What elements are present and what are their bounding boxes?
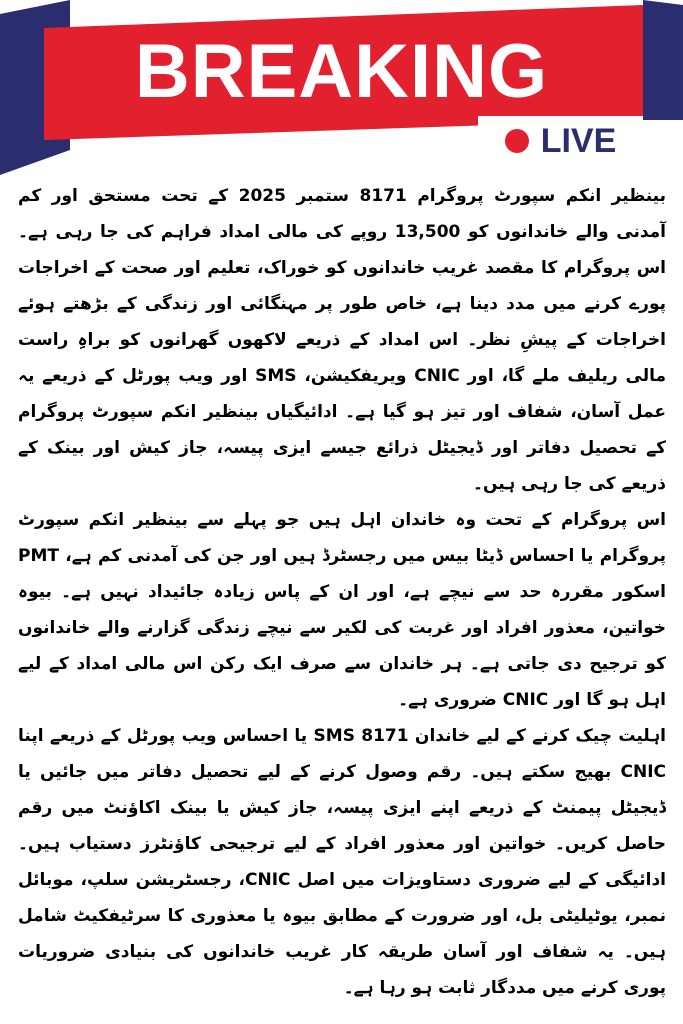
breaking-banner [0, 0, 683, 175]
live-label: LIVE [540, 122, 617, 160]
live-indicator [478, 116, 643, 166]
article-paragraph-3: اہلیت چیک کرنے کے لیے خاندان SMS 8171 یا احساس ویب پورٹل کے ذریعے اپنا CNIC بھیج سکتے ہیں۔ رقم وصول کرنے کے لیے تحصیل دفاتر میں جائیں یا ڈیجیٹل پیمنٹ کے ذریعے اپنے ایزی پیسہ، جاز کیش یا بینک اکاؤنٹ میں رقم حاصل کریں۔ خواتین اور معذور افراد کے لیے ترجیحی کاؤنٹرز دستیاب ہیں۔ ادائیگی کے لیے ضروری دستاویزات میں اصل CNIC، رجسٹریشن سلپ، موبائل نمبر، یوٹیلیٹی بل، اور ضرورت کے مطابق بیوہ یا معذوری کا سرٹیفکیٹ شامل ہیں۔ یہ شفاف اور آسان طریقہ کار غریب خاندانوں کی بنیادی ضروریات پوری کرنے میں مددگار ثابت ہو رہا ہے۔ [18, 726, 667, 998]
article-paragraph-2: اس پروگرام کے تحت وہ خاندان اہل ہیں جو پہلے سے بینظیر انکم سپورٹ پروگرام یا احساس ڈیٹا بیس میں رجسٹرڈ ہیں اور جن کی آمدنی کم ہے، PMT اسکور مقررہ حد سے نیچے ہے، اور ان کے پاس زیادہ جائیداد نہیں ہے۔ بیوہ خواتین، معذور افراد اور غربت کی لکیر سے نیچے زندگی گزارنے والے خاندانوں کو ترجیح دی جاتی ہے۔ ہر خاندان سے صرف ایک رکن اس مالی امداد کے لیے اہل ہو گا اور CNIC ضروری ہے۔ [18, 510, 666, 710]
article-paragraph-1: بینظیر انکم سپورٹ پروگرام 8171 ستمبر 2025 کے تحت مستحق اور کم آمدنی والے خاندانوں کو 13,500 روپے کی مالی امداد فراہم کی جا رہی ہے۔ اس پروگرام کا مقصد غریب خاندانوں کو خوراک، تعلیم اور صحت کے اخراجات پورے کرنے میں مدد دینا ہے، خاص طور پر مہنگائی اور زندگی کے بڑھتے ہوئے اخراجات کے پیشِ نظر۔ اس امداد کے ذریعے لاکھوں گھرانوں کو براہِ راست مالی ریلیف ملے گا، اور CNIC ویریفکیشن، SMS اور ویب پورٹل کے ذریعے یہ عمل آسان، شفاف اور تیز ہو گیا ہے۔ ادائیگیاں بینظیر انکم سپورٹ پروگرام کے تحصیل دفاتر اور ڈیجیٹل ذرائع جیسے ایزی پیسہ، جاز کیش اور بینک کے ذریعے کی جا رہی ہیں۔ [18, 186, 667, 494]
banner-title: BREAKING [134, 29, 549, 114]
live-dot-icon [505, 129, 529, 153]
article-body [18, 178, 666, 1006]
